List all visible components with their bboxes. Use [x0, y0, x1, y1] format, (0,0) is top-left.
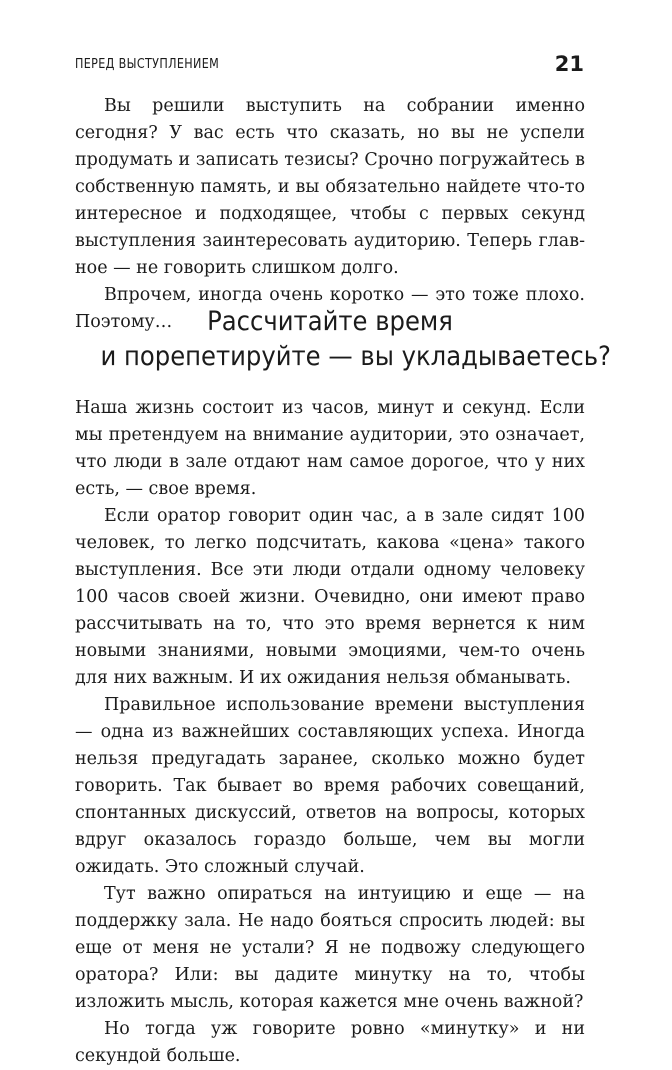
intro-text	[75, 93, 585, 336]
body-paragraph: Наша жизнь состоит из часов, минут и секунд. Если мы претендуем на внимание аудитории, это означает, что люди в зале отдают нам самое дорогое, что у них есть, — свое время.	[75, 398, 585, 499]
body-paragraph: Если оратор говорит один час, а в зале сидят 100 человек, то легко подсчитать, какова «цена» такого выступления. Все эти люди отдали одному человеку 100 часов своей жизни. Очевидно, они имеют право рассчитывать на то, что это время вернется к ним новыми знаниями, новыми эмоциями, чем-то очень для них важным. И их ожидания нельзя обманывать.	[75, 506, 585, 688]
intro-paragraph: Впрочем, иногда очень коротко — это тоже плохо. Поэтому…	[75, 285, 585, 332]
intro-paragraph: Вы решили выступить на собрании именно сегодня? У вас есть что сказать, но вы не успели продумать и записать тезисы? Срочно погружайтесь в собственную память, и вы обязательно найдете что-то интересное и подходящее, чтобы с первых секунд выступления заинтересовать аудиторию. Теперь главное — не говорить слишком долго.	[75, 96, 585, 278]
body-paragraph: Но тогда уж говорите ровно «минутку» и ни секундой больше.	[75, 1019, 585, 1066]
section-body	[75, 395, 585, 1070]
page-number: 21	[554, 52, 584, 76]
body-paragraph: Тут важно опираться на интуицию и еще — на поддержку зала. Не надо бояться спросить людей: вы еще от меня не устали? Я не подвожу следующего оратора? Или: вы дадите минутку на то, чтобы изложить мысль, которая кажется мне очень важной?	[75, 884, 585, 1012]
body-paragraph: Правильное использование времени выступления — одна из важнейших составляющих успеха. Иногда нельзя предугадать заранее, сколько можно будет говорить. Так бывает во время рабочих совещаний, спонтанных дискуссий, ответов на вопросы, которых вдруг оказалось гораздо больше, чем вы могли ожидать. Это сложный случай.	[75, 695, 585, 877]
running-head: ПЕРЕД ВЫСТУПЛЕНИЕМ	[75, 57, 220, 72]
section-heading	[100, 304, 611, 374]
section-heading-line: Рассчитайте время	[207, 306, 453, 337]
section-heading-line: и порепетируйте — вы укладываетесь?	[100, 341, 611, 372]
